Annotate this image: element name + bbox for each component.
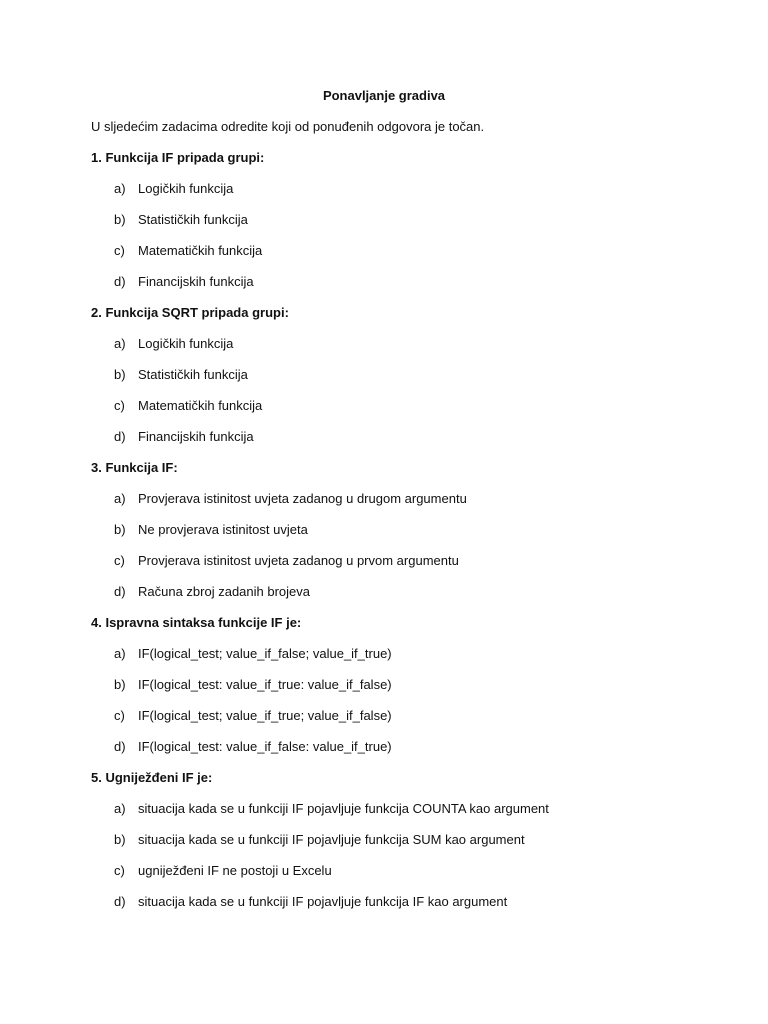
answer-text: IF(logical_test: value_if_false: value_if_true) xyxy=(138,739,392,754)
answer-option xyxy=(91,366,731,384)
answer-text: Matematičkih funkcija xyxy=(138,243,263,258)
answer-option xyxy=(91,738,731,756)
answer-letter: d) xyxy=(114,274,126,289)
answer-letter: c) xyxy=(114,243,125,258)
answer-option xyxy=(91,397,731,415)
question-block xyxy=(91,769,731,911)
answer-text: Financijskih funkcija xyxy=(138,429,254,444)
answer-option xyxy=(91,676,731,694)
answer-letter: a) xyxy=(114,646,126,661)
answer-option xyxy=(91,552,731,570)
answer-option xyxy=(91,583,731,601)
answer-letter: c) xyxy=(114,863,125,878)
answer-option xyxy=(91,862,731,880)
answer-text: Statističkih funkcija xyxy=(138,367,248,382)
question-block xyxy=(91,304,731,446)
answer-letter: c) xyxy=(114,553,125,568)
answer-option xyxy=(91,645,731,663)
answer-option xyxy=(91,893,731,911)
answer-text: Provjerava istinitost uvjeta zadanog u prvom argumentu xyxy=(138,553,459,568)
answer-option xyxy=(91,707,731,725)
answer-option xyxy=(91,242,731,260)
answer-option xyxy=(91,428,731,446)
answer-text: ugniježđeni IF ne postoji u Excelu xyxy=(138,863,332,878)
answer-text: Statističkih funkcija xyxy=(138,212,248,227)
answer-letter: a) xyxy=(114,181,126,196)
answer-text: IF(logical_test; value_if_true; value_if_false) xyxy=(138,708,392,723)
answer-text: situacija kada se u funkciji IF pojavljuje funkcija SUM kao argument xyxy=(138,832,525,847)
answer-text: IF(logical_test: value_if_true: value_if_false) xyxy=(138,677,392,692)
question-text: 3. Funkcija IF: xyxy=(91,460,178,475)
answer-letter: a) xyxy=(114,336,126,351)
answer-letter: d) xyxy=(114,894,126,909)
questions-list xyxy=(91,149,731,924)
answer-letter: c) xyxy=(114,708,125,723)
answer-option xyxy=(91,335,731,353)
question-text: 5. Ugniježđeni IF je: xyxy=(91,770,213,785)
answer-option xyxy=(91,831,731,849)
answer-text: Financijskih funkcija xyxy=(138,274,254,289)
question-block xyxy=(91,614,731,756)
answer-letter: b) xyxy=(114,832,126,847)
answer-letter: a) xyxy=(114,801,126,816)
answer-text: Računa zbroj zadanih brojeva xyxy=(138,584,310,599)
answer-letter: d) xyxy=(114,739,126,754)
answer-option xyxy=(91,180,731,198)
answer-letter: c) xyxy=(114,398,125,413)
answer-text: IF(logical_test; value_if_false; value_if_true) xyxy=(138,646,392,661)
document-title: Ponavljanje gradiva xyxy=(322,88,446,103)
answer-text: situacija kada se u funkciji IF pojavljuje funkcija COUNTA kao argument xyxy=(138,801,549,816)
answer-letter: d) xyxy=(114,584,126,599)
answer-letter: b) xyxy=(114,677,126,692)
answer-text: Logičkih funkcija xyxy=(138,336,234,351)
answer-option xyxy=(91,800,731,818)
answer-option xyxy=(91,490,731,508)
question-text: 4. Ispravna sintaksa funkcije IF je: xyxy=(91,615,302,630)
question-block xyxy=(91,459,731,601)
instructions-text: U sljedećim zadacima odredite koji od ponuđenih odgovora je točan. xyxy=(91,119,485,134)
answer-text: Matematičkih funkcija xyxy=(138,398,263,413)
question-block xyxy=(91,149,731,291)
answer-text: Ne provjerava istinitost uvjeta xyxy=(138,522,308,537)
answer-option xyxy=(91,521,731,539)
answer-letter: a) xyxy=(114,491,126,506)
answer-letter: d) xyxy=(114,429,126,444)
answer-option xyxy=(91,211,731,229)
answer-letter: b) xyxy=(114,212,126,227)
answer-letter: b) xyxy=(114,367,126,382)
answer-text: Provjerava istinitost uvjeta zadanog u drugom argumentu xyxy=(138,491,467,506)
question-text: 2. Funkcija SQRT pripada grupi: xyxy=(91,305,289,320)
answer-letter: b) xyxy=(114,522,126,537)
answer-option xyxy=(91,273,731,291)
question-text: 1. Funkcija IF pripada grupi: xyxy=(91,150,265,165)
answer-text: Logičkih funkcija xyxy=(138,181,234,196)
answer-text: situacija kada se u funkciji IF pojavljuje funkcija IF kao argument xyxy=(138,894,508,909)
